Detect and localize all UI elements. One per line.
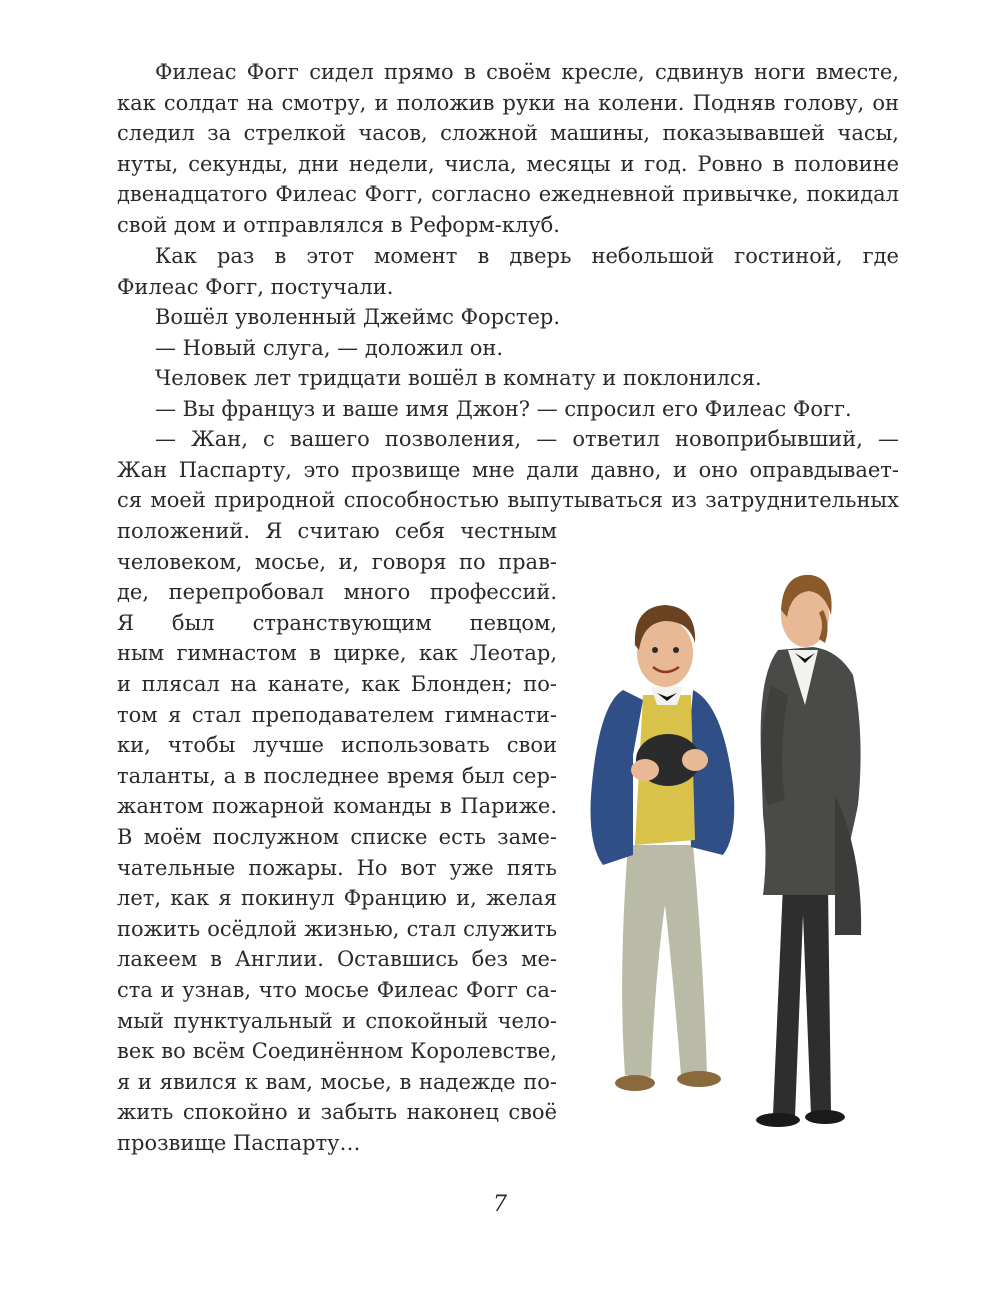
text-line: — Новый слуга, — доложил он. xyxy=(155,336,504,360)
text-line: мый пунктуальный и спокойный чело- xyxy=(117,1008,557,1033)
text-line: лет, как я покинул Францию и, желая xyxy=(117,886,557,911)
text-line: В моём послужном списке есть заме- xyxy=(117,824,557,849)
text-line: двенадцатого Филеас Фогг, согласно ежедневной привычке, покидал xyxy=(117,182,899,207)
text-line: Филеас Фогг сидел прямо в своём кресле, сдвинув ноги вместе, xyxy=(155,60,899,84)
paragraph-man-enters xyxy=(117,363,899,394)
text-line: нуты, секунды, дни недели, числа, месяцы и год. Ровно в половине xyxy=(117,151,899,176)
phileas-fogg-figure xyxy=(756,575,861,1127)
text-line: Филеас Фогг, постучали. xyxy=(117,274,394,299)
text-line: ста и узнав, что мосье Филеас Фогг са- xyxy=(117,977,557,1002)
page-number: 7 xyxy=(493,1192,507,1217)
text-line: Человек лет тридцати вошёл в комнату и поклонился. xyxy=(155,366,762,390)
text-line: Жан Паспарту, это прозвище мне дали давно, и оно оправдывает- xyxy=(117,457,899,482)
text-line: ся моей природной способностью выпутываться из затруднительных xyxy=(117,488,899,513)
text-line: чательные пожары. Но вот уже пять xyxy=(117,855,557,880)
paragraph-knock xyxy=(117,241,899,302)
text-line: таланты, а в последнее время был сер- xyxy=(117,763,557,788)
illustration-passepartout-and-fogg xyxy=(573,555,873,1135)
text-line: Как раз в этот момент в дверь небольшой гостиной, где xyxy=(155,244,899,268)
text-line: ки, чтобы лучше использовать свои xyxy=(117,733,557,758)
paragraph-question xyxy=(117,394,899,425)
text-line: ным гимнастом в цирке, как Леотар, xyxy=(117,641,557,666)
paragraph-new-servant xyxy=(117,333,899,364)
text-line: Я был странствующим певцом, xyxy=(117,610,557,635)
paragraph-fogg-sitting xyxy=(117,57,899,241)
text-line: де, перепробовал много профессий. xyxy=(117,580,557,605)
text-line: — Жан, с вашего позволения, — ответил новоприбывший, — xyxy=(155,427,899,451)
passepartout-figure xyxy=(591,605,735,1091)
text-line: свой дом и отправлялся в Реформ-клуб. xyxy=(117,212,560,237)
text-line: Вошёл уволенный Джеймс Форстер. xyxy=(155,305,561,329)
text-line: том я стал преподавателем гимнасти- xyxy=(117,702,557,727)
text-line: прозвище Паспарту… xyxy=(117,1130,361,1155)
text-line: человеком, мосье, и, говоря по прав- xyxy=(117,549,557,574)
text-line: я и явился к вам, мосье, в надежде по- xyxy=(117,1069,557,1094)
text-line: положений. Я считаю себя честным xyxy=(117,519,557,543)
text-line: пожить осёдлой жизнью, стал служить xyxy=(117,916,557,941)
text-line: жантом пожарной команды в Париже. xyxy=(117,794,557,819)
text-line: лакеем в Англии. Оставшись без ме- xyxy=(117,947,557,972)
text-line: — Вы француз и ваше имя Джон? — спросил его Филеас Фогг. xyxy=(155,397,852,421)
text-line: жить спокойно и забыть наконец своё xyxy=(117,1100,557,1125)
paragraph-passepartout-reply xyxy=(117,424,899,516)
paragraph-forster xyxy=(117,302,899,333)
text-line: как солдат на смотру, и положив руки на колени. Подняв голову, он xyxy=(117,90,899,115)
text-line: и плясал на канате, как Блонден; по- xyxy=(117,671,557,696)
text-line: век во всём Соединённом Королевстве, xyxy=(117,1039,557,1064)
text-line: следил за стрелкой часов, сложной машины, показывавшей часы, xyxy=(117,121,899,146)
paragraph-passepartout-reply-continued xyxy=(117,516,557,1158)
